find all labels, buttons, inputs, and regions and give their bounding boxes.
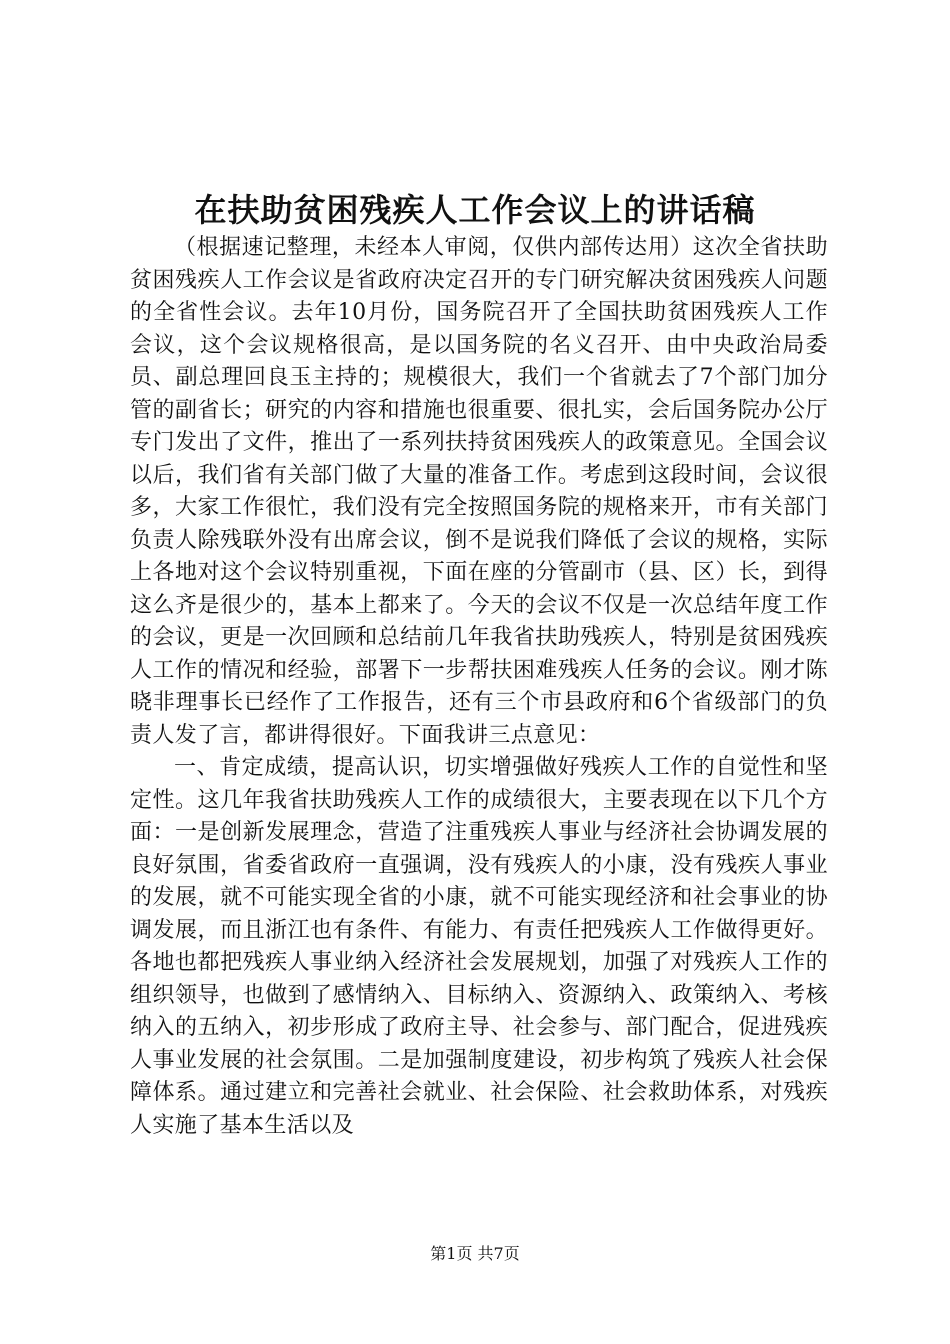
paragraph: （根据速记整理，未经本人审阅，仅供内部传达用）这次全省扶助贫困残疾人工作会议是省政府决定召开的专门研究解决贫困残疾人问题的全省性会议。去年10月份，国务院召开了全国扶助贫困残疾人工作会议，这个会议规格很高，是以国务院的名义召开、由中央政治局委员、副总理回良玉主持的；规模很大，我们一个省就去了7个部门加分管的副省长；研究的内容和措施也很重要、很扎实，会后国务院办公厅专门发出了文件，推出了一系列扶持贫困残疾人的政策意见。全国会议以后，我们省有关部门做了大量的准备工作。考虑到这段时间，会议很多，大家工作很忙，我们没有完全按照国务院的规格来开，市有关部门负责人除残联外没有出席会议，倒不是说我们降低了会议的规格，实际上各地对这个会议特别重视，下面在座的分管副市（县、区）长，到得这么齐是很少的，基本上都来了。今天的会议不仅是一次总结年度工作的会议，更是一次回顾和总结前几年我省扶助残疾人，特别是贫困残疾人工作的情况和经验，部署下一步帮扶困难残疾人任务的会议。刚才陈晓非理事长已经作了工作报告，还有三个市县政府和6个省级部门的负责人发了言，都讲得很好。下面我讲三点意见：: [130, 235, 828, 748]
document-title: 在扶助贫困残疾人工作会议上的讲话稿: [194, 191, 756, 229]
document-body: [130, 232, 828, 1142]
page-number-footer: 第1页 共7页: [430, 1244, 520, 1263]
paragraph: 一、肯定成绩，提高认识，切实增强做好残疾人工作的自觉性和坚定性。这几年我省扶助残疾人工作的成绩很大，主要表现在以下几个方面：一是创新发展理念，营造了注重残疾人事业与经济社会协调发展的良好氛围，省委省政府一直强调，没有残疾人的小康，没有残疾人事业的发展，就不可能实现全省的小康，就不可能实现经济和社会事业的协调发展，而且浙江也有条件、有能力、有责任把残疾人工作做得更好。各地也都把残疾人事业纳入经济社会发展规划，加强了对残疾人工作的组织领导，也做到了感情纳入、目标纳入、资源纳入、政策纳入、考核纳入的五纳入，初步形成了政府主导、社会参与、部门配合，促进残疾人事业发展的社会氛围。二是加强制度建设，初步构筑了残疾人社会保障体系。通过建立和完善社会就业、社会保险、社会救助体系，对残疾人实施了基本生活以及: [130, 755, 828, 1138]
